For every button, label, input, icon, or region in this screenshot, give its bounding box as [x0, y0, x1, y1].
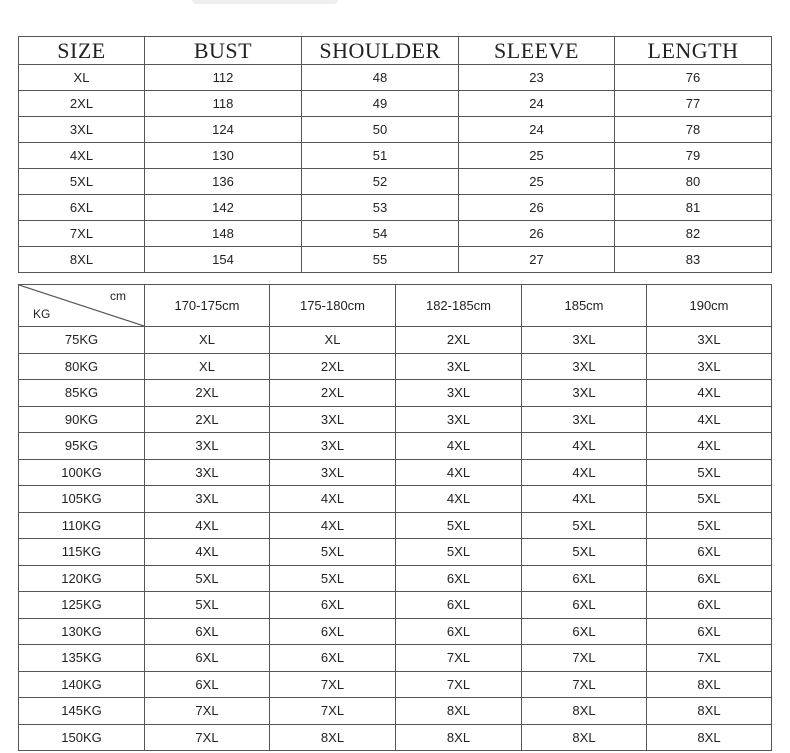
table-row [19, 380, 772, 407]
recommended-size-cell: 7XL [145, 698, 270, 725]
table-row [19, 512, 772, 539]
weight-label: 85KG [19, 380, 145, 407]
weight-label: 130KG [19, 618, 145, 645]
recommended-size-cell: 7XL [145, 724, 270, 751]
recommended-size-cell: 4XL [522, 486, 647, 513]
recommended-size-cell: 5XL [270, 539, 396, 566]
weight-label: 135KG [19, 645, 145, 672]
size-cell: 27 [459, 247, 615, 273]
recommended-size-cell: 5XL [396, 539, 522, 566]
recommended-size-cell: 5XL [647, 459, 772, 486]
recommended-size-cell: 3XL [647, 327, 772, 354]
recommended-size-cell: 4XL [270, 512, 396, 539]
table-row [19, 698, 772, 725]
height-header: 190cm [647, 285, 772, 327]
table-row [19, 671, 772, 698]
height-header: 185cm [522, 285, 647, 327]
recommended-size-cell: 3XL [145, 459, 270, 486]
recommended-size-cell: 2XL [396, 327, 522, 354]
size-cell: 53 [302, 195, 459, 221]
size-cell: 52 [302, 169, 459, 195]
recommended-size-cell: 7XL [396, 645, 522, 672]
size-cell: 124 [145, 117, 302, 143]
top-edge-tab [192, 0, 338, 4]
size-cell: 136 [145, 169, 302, 195]
weight-label: 110KG [19, 512, 145, 539]
corner-label-kg: KG [33, 307, 51, 321]
recommended-size-cell: 7XL [396, 671, 522, 698]
recommended-size-cell: 6XL [647, 565, 772, 592]
fit-table-header-row [19, 285, 772, 327]
height-header: 170-175cm [145, 285, 270, 327]
size-cell: 81 [615, 195, 772, 221]
size-header-bust: BUST [145, 37, 302, 65]
size-cell: 112 [145, 65, 302, 91]
size-cell: 130 [145, 143, 302, 169]
size-cell: 7XL [19, 221, 145, 247]
recommended-size-cell: 5XL [270, 565, 396, 592]
corner-diagonal-cell [19, 285, 145, 327]
recommended-size-cell: 5XL [145, 565, 270, 592]
recommended-size-cell: 8XL [522, 724, 647, 751]
recommended-size-cell: 5XL [145, 592, 270, 619]
recommended-size-cell: 8XL [270, 724, 396, 751]
recommended-size-cell: 6XL [145, 618, 270, 645]
size-cell: 23 [459, 65, 615, 91]
size-header-shoulder: SHOULDER [302, 37, 459, 65]
recommended-size-cell: 6XL [396, 618, 522, 645]
recommended-size-cell: 6XL [522, 565, 647, 592]
recommended-size-cell: 8XL [522, 698, 647, 725]
recommended-size-cell: 4XL [647, 433, 772, 460]
recommended-size-cell: 6XL [270, 618, 396, 645]
recommended-size-cell: 7XL [522, 671, 647, 698]
size-cell: 25 [459, 143, 615, 169]
size-cell: 2XL [19, 91, 145, 117]
recommended-size-cell: 3XL [270, 433, 396, 460]
recommended-size-cell: 6XL [145, 671, 270, 698]
table-row [19, 618, 772, 645]
recommended-size-cell: 3XL [145, 486, 270, 513]
recommended-size-cell: 5XL [396, 512, 522, 539]
recommended-size-cell: 3XL [270, 459, 396, 486]
recommended-size-cell: 4XL [396, 433, 522, 460]
weight-label: 120KG [19, 565, 145, 592]
size-cell: 26 [459, 195, 615, 221]
size-cell: 51 [302, 143, 459, 169]
corner-label-cm: cm [110, 289, 126, 303]
table-row [19, 724, 772, 751]
size-cell: 3XL [19, 117, 145, 143]
recommended-size-cell: 5XL [522, 539, 647, 566]
size-measurement-table [18, 36, 772, 273]
recommended-size-cell: 5XL [522, 512, 647, 539]
recommended-size-cell: XL [145, 353, 270, 380]
size-cell: 82 [615, 221, 772, 247]
recommended-size-cell: 4XL [647, 380, 772, 407]
table-row [19, 565, 772, 592]
recommended-size-cell: XL [270, 327, 396, 354]
size-cell: 50 [302, 117, 459, 143]
recommended-size-cell: 3XL [522, 327, 647, 354]
recommended-size-cell: 2XL [270, 353, 396, 380]
size-cell: 118 [145, 91, 302, 117]
weight-label: 100KG [19, 459, 145, 486]
recommended-size-cell: 8XL [647, 698, 772, 725]
recommended-size-cell: 2XL [270, 380, 396, 407]
table-row [19, 406, 772, 433]
size-cell: 4XL [19, 143, 145, 169]
table-row [19, 143, 772, 169]
size-cell: XL [19, 65, 145, 91]
recommended-size-cell: 8XL [647, 671, 772, 698]
recommended-size-cell: 6XL [647, 592, 772, 619]
recommended-size-cell: 4XL [145, 539, 270, 566]
size-header-sleeve: SLEEVE [459, 37, 615, 65]
weight-label: 105KG [19, 486, 145, 513]
recommended-size-cell: 7XL [647, 645, 772, 672]
recommended-size-cell: 6XL [396, 592, 522, 619]
table-row [19, 592, 772, 619]
size-cell: 154 [145, 247, 302, 273]
recommended-size-cell: 6XL [647, 618, 772, 645]
size-header-length: LENGTH [615, 37, 772, 65]
weight-label: 140KG [19, 671, 145, 698]
size-cell: 76 [615, 65, 772, 91]
height-header: 175-180cm [270, 285, 396, 327]
recommended-size-cell: 2XL [145, 406, 270, 433]
size-cell: 26 [459, 221, 615, 247]
size-header-size: SIZE [19, 37, 145, 65]
table-row [19, 91, 772, 117]
table-row [19, 65, 772, 91]
weight-label: 80KG [19, 353, 145, 380]
recommended-size-cell: 7XL [522, 645, 647, 672]
recommended-size-cell: 6XL [647, 539, 772, 566]
recommended-size-cell: 6XL [270, 645, 396, 672]
size-cell: 6XL [19, 195, 145, 221]
weight-label: 150KG [19, 724, 145, 751]
recommended-size-cell: 6XL [270, 592, 396, 619]
recommended-size-cell: 5XL [647, 512, 772, 539]
size-cell: 8XL [19, 247, 145, 273]
table-row [19, 169, 772, 195]
weight-label: 145KG [19, 698, 145, 725]
size-cell: 25 [459, 169, 615, 195]
recommended-size-cell: 4XL [396, 459, 522, 486]
recommended-size-cell: 3XL [522, 380, 647, 407]
recommended-size-cell: 3XL [647, 353, 772, 380]
size-table-header-row [19, 37, 772, 65]
recommended-size-cell: 8XL [396, 724, 522, 751]
recommended-size-cell: 4XL [145, 512, 270, 539]
recommended-size-cell: 5XL [647, 486, 772, 513]
recommended-size-cell: XL [145, 327, 270, 354]
recommended-size-cell: 4XL [522, 433, 647, 460]
table-row [19, 117, 772, 143]
recommended-size-cell: 6XL [145, 645, 270, 672]
table-row [19, 353, 772, 380]
recommended-size-cell: 3XL [145, 433, 270, 460]
recommended-size-cell: 4XL [270, 486, 396, 513]
recommended-size-cell: 4XL [396, 486, 522, 513]
table-row [19, 247, 772, 273]
table-row [19, 645, 772, 672]
recommended-size-cell: 6XL [522, 618, 647, 645]
recommended-size-cell: 2XL [145, 380, 270, 407]
recommended-size-cell: 8XL [647, 724, 772, 751]
size-cell: 24 [459, 117, 615, 143]
size-cell: 79 [615, 143, 772, 169]
weight-label: 125KG [19, 592, 145, 619]
recommended-size-cell: 3XL [396, 406, 522, 433]
weight-height-fit-table [18, 284, 772, 751]
weight-label: 90KG [19, 406, 145, 433]
recommended-size-cell: 4XL [647, 406, 772, 433]
table-row [19, 459, 772, 486]
table-row [19, 221, 772, 247]
table-row [19, 195, 772, 221]
size-cell: 5XL [19, 169, 145, 195]
recommended-size-cell: 6XL [522, 592, 647, 619]
recommended-size-cell: 6XL [396, 565, 522, 592]
recommended-size-cell: 3XL [270, 406, 396, 433]
table-row [19, 539, 772, 566]
size-cell: 142 [145, 195, 302, 221]
size-cell: 24 [459, 91, 615, 117]
table-row [19, 433, 772, 460]
size-cell: 54 [302, 221, 459, 247]
size-cell: 48 [302, 65, 459, 91]
height-header: 182-185cm [396, 285, 522, 327]
recommended-size-cell: 7XL [270, 671, 396, 698]
size-cell: 80 [615, 169, 772, 195]
size-cell: 49 [302, 91, 459, 117]
recommended-size-cell: 3XL [396, 380, 522, 407]
recommended-size-cell: 8XL [396, 698, 522, 725]
table-row [19, 327, 772, 354]
size-cell: 78 [615, 117, 772, 143]
recommended-size-cell: 3XL [522, 353, 647, 380]
size-cell: 55 [302, 247, 459, 273]
weight-label: 115KG [19, 539, 145, 566]
size-cell: 148 [145, 221, 302, 247]
size-cell: 83 [615, 247, 772, 273]
recommended-size-cell: 7XL [270, 698, 396, 725]
weight-label: 95KG [19, 433, 145, 460]
recommended-size-cell: 4XL [522, 459, 647, 486]
recommended-size-cell: 3XL [396, 353, 522, 380]
size-cell: 77 [615, 91, 772, 117]
table-row [19, 486, 772, 513]
weight-label: 75KG [19, 327, 145, 354]
recommended-size-cell: 3XL [522, 406, 647, 433]
